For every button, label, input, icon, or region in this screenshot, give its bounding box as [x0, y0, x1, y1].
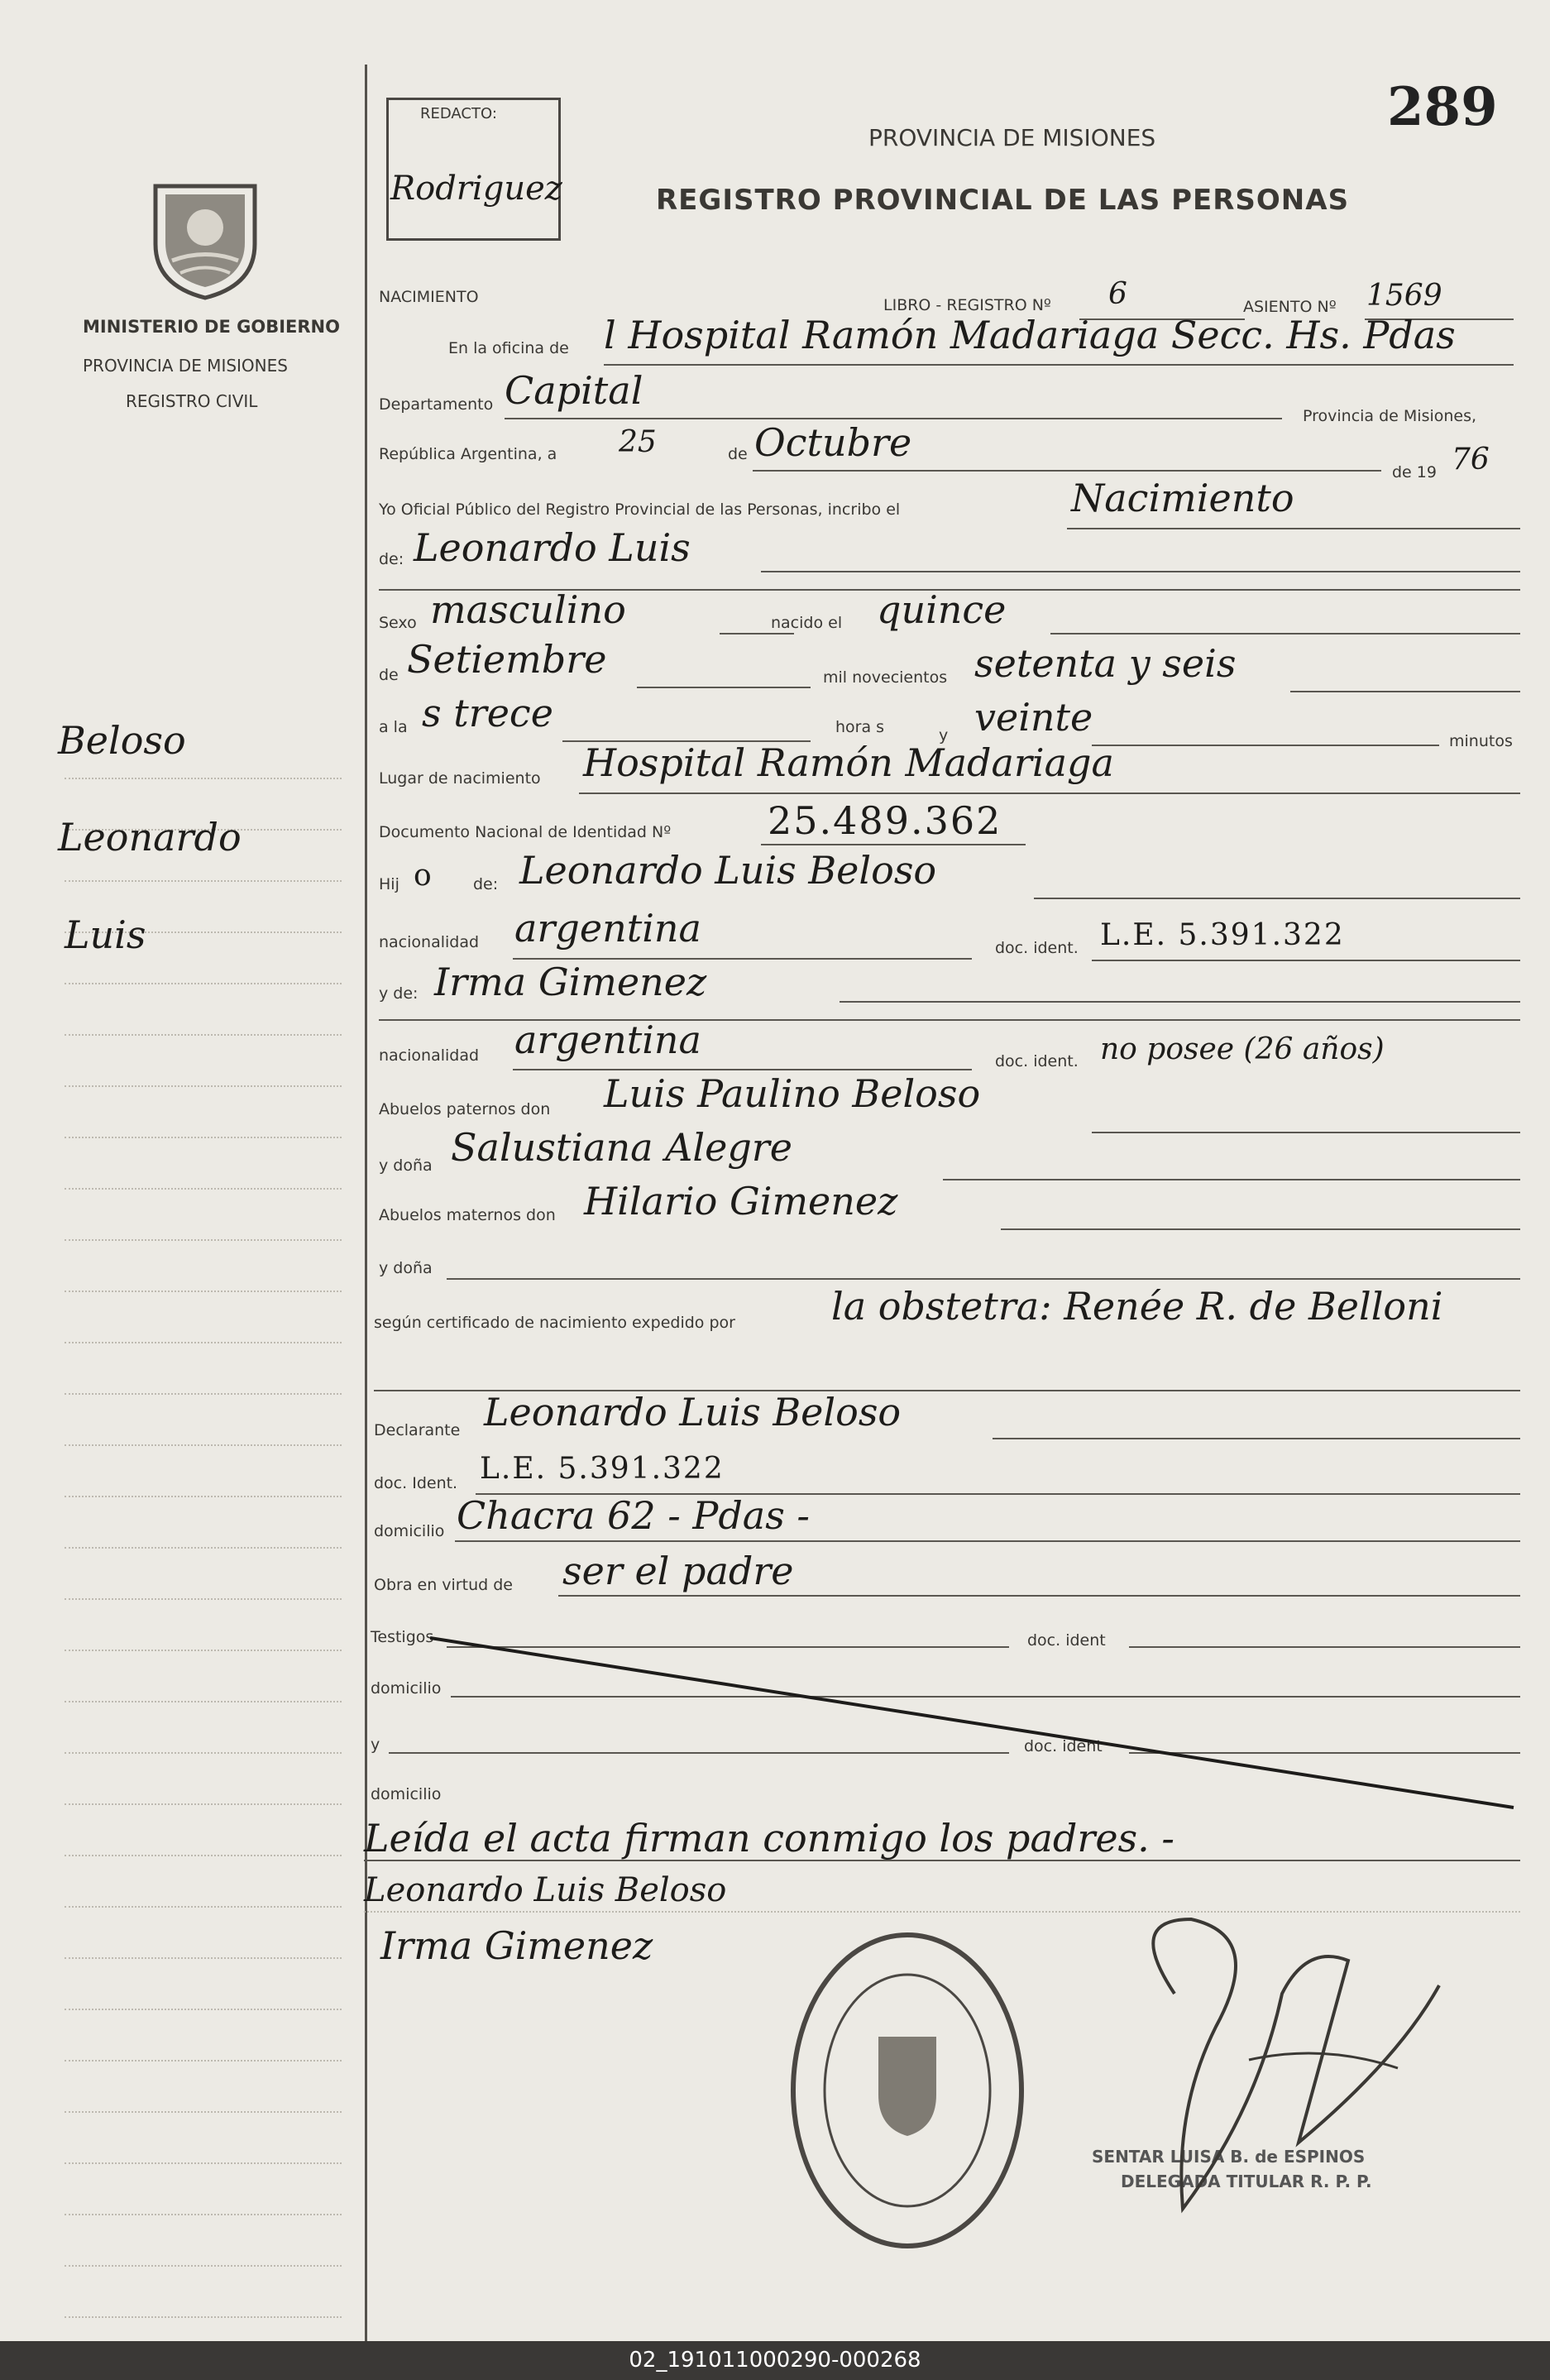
- obra-label: Obra en virtud de: [374, 1576, 513, 1594]
- margin-rule: [65, 1957, 342, 1959]
- margin-rule: [65, 1701, 342, 1702]
- margin-rule: [65, 1803, 342, 1805]
- domicilio-value: Chacra 62 - Pdas -: [457, 1493, 810, 1538]
- margin-rule: [65, 2316, 342, 2318]
- officer-name: SENTAR LUISA B. de ESPINOS: [1092, 2147, 1366, 2167]
- year-label: de 19: [1392, 463, 1437, 481]
- hijo-suffix: o: [414, 859, 432, 893]
- dni-value: 25.489.362: [768, 798, 1002, 843]
- declarante-value: Leonardo Luis Beloso: [484, 1390, 902, 1434]
- certificado-value: la obstetra: Renée R. de Belloni: [831, 1284, 1443, 1329]
- mil-label: mil novecientos: [823, 668, 948, 687]
- testigo-doc2-label: doc. ident: [1024, 1737, 1103, 1755]
- ala-label: a la: [379, 718, 408, 736]
- libro-label: LIBRO - REGISTRO Nº: [883, 296, 1051, 314]
- margin-rule: [65, 1034, 342, 1036]
- ministry-province: PROVINCIA DE MISIONES: [83, 356, 288, 376]
- margin-rule: [65, 1598, 342, 1600]
- year-value: 76: [1452, 443, 1490, 476]
- margin-first-name: Leonardo: [58, 815, 242, 860]
- asiento-label: ASIENTO Nº: [1243, 298, 1337, 316]
- testigo-domicilio-label: domicilio: [371, 1679, 442, 1698]
- mother-name: Irma Gimenez: [434, 960, 707, 1004]
- image-id-footer: 02_191011000290-000268: [0, 2341, 1550, 2380]
- hijo-label: Hij: [379, 875, 399, 893]
- maternal-grandfather: Hilario Gimenez: [584, 1179, 898, 1224]
- inscribo-label: Yo Oficial Público del Registro Provincial de las Personas, incribo el: [379, 500, 901, 519]
- dni-label: Documento Nacional de Identidad Nº: [379, 823, 672, 841]
- margin-rule: [65, 1906, 342, 1908]
- margin-middle-name: Luis: [65, 912, 146, 957]
- margin-rule: [65, 983, 342, 984]
- father-signature: Leonardo Luis Beloso: [364, 1871, 727, 1909]
- page-number: 289: [1387, 76, 1498, 138]
- margin-rule: [65, 1752, 342, 1754]
- margin-rule: [65, 1547, 342, 1549]
- de-label: de: [728, 445, 748, 463]
- father-name: Leonardo Luis Beloso: [519, 848, 937, 893]
- mother-signature: Irma Gimenez: [380, 1923, 653, 1968]
- de2-label: de: [379, 666, 399, 684]
- mother-document: no posee (26 años): [1100, 1032, 1385, 1066]
- margin-rule: [65, 1393, 342, 1395]
- domicilio-label: domicilio: [374, 1522, 445, 1540]
- margin-rule: [65, 880, 342, 882]
- lugar-label: Lugar de nacimiento: [379, 769, 541, 788]
- minutes-value: veinte: [974, 695, 1093, 740]
- coat-of-arms-emblem: [139, 170, 271, 302]
- margin-rule: [65, 1444, 342, 1446]
- officer-signature: [1050, 1894, 1481, 2242]
- ministry-registry: REGISTRO CIVIL: [126, 391, 258, 411]
- father-nationality: argentina: [514, 906, 701, 951]
- sexo-value: masculino: [430, 587, 626, 632]
- testigo-y-label: y: [371, 1736, 380, 1754]
- birth-month: Setiembre: [407, 637, 607, 682]
- nacido-value: quince: [877, 587, 1007, 632]
- doc2-label: doc. ident.: [995, 1052, 1079, 1070]
- margin-rule: [65, 2162, 342, 2164]
- margin-rule: [65, 1239, 342, 1241]
- margin-surname: Beloso: [58, 718, 186, 763]
- provincia-label: Provincia de Misiones,: [1303, 407, 1477, 425]
- margin-rule: [65, 1137, 342, 1138]
- oficina-value: l Hospital Ramón Madariaga Secc. Hs. Pdas: [604, 313, 1456, 357]
- official-seal: [787, 1929, 1027, 2252]
- obra-value: ser el padre: [562, 1549, 794, 1593]
- margin-rule: [65, 1496, 342, 1497]
- hour-value: s trece: [422, 691, 553, 735]
- birth-year-words: setenta y seis: [974, 641, 1237, 686]
- margin-divider: [365, 65, 367, 2341]
- inscribo-value: Nacimiento: [1071, 476, 1294, 520]
- margin-rule: [65, 1291, 342, 1292]
- abuelos-paternos-label: Abuelos paternos don: [379, 1100, 551, 1118]
- nac1-label: nacionalidad: [379, 933, 480, 951]
- officer-title: DELEGADA TITULAR R. P. P.: [1121, 2172, 1372, 2191]
- registry-title: REGISTRO PROVINCIAL DE LAS PERSONAS: [656, 184, 1350, 217]
- margin-rule: [65, 2265, 342, 2267]
- child-name: Leonardo Luis: [414, 525, 691, 570]
- margin-rule: [65, 1188, 342, 1190]
- nac2-label: nacionalidad: [379, 1046, 480, 1065]
- abuela-paterna-label: y doña: [379, 1156, 433, 1175]
- declarante-label: Declarante: [374, 1421, 461, 1439]
- doc-declarante-label: doc. Ident.: [374, 1474, 458, 1492]
- margin-rule: [65, 2060, 342, 2062]
- province-heading: PROVINCIA DE MISIONES: [868, 124, 1156, 151]
- nacimiento-label: NACIMIENTO: [379, 288, 479, 306]
- margin-rule: [65, 778, 342, 779]
- testigo-doc-label: doc. ident: [1027, 1631, 1106, 1650]
- mother-nationality: argentina: [514, 1018, 701, 1062]
- certificado-label: según certificado de nacimiento expedido por: [374, 1314, 735, 1332]
- de-nombre-label: de:: [379, 550, 404, 568]
- father-document: L.E. 5.391.322: [1100, 918, 1345, 952]
- hora-label: hora s: [835, 718, 885, 736]
- abuelos-maternos-label: Abuelos maternos don: [379, 1206, 556, 1224]
- day-value: 25: [619, 425, 657, 459]
- doc1-label: doc. ident.: [995, 939, 1079, 957]
- redacto-value: Rodriguez: [390, 170, 562, 208]
- margin-rule: [65, 2111, 342, 2113]
- asiento-value: 1569: [1366, 279, 1442, 313]
- y-label: y: [939, 726, 949, 745]
- minutos-label: minutos: [1449, 732, 1513, 750]
- closing-text: Leída el acta firman conmigo los padres. -: [364, 1816, 1174, 1860]
- redacto-label: REDACTO:: [420, 105, 497, 122]
- departamento-value: Capital: [505, 368, 643, 413]
- republica-label: República Argentina, a: [379, 445, 557, 463]
- margin-rule: [65, 2214, 342, 2215]
- departamento-label: Departamento: [379, 395, 494, 414]
- sexo-label: Sexo: [379, 614, 417, 632]
- margin-rule: [65, 1855, 342, 1856]
- margin-rule: [65, 2009, 342, 2010]
- abuela-materna-label: y doña: [379, 1259, 433, 1277]
- margin-rule: [65, 1650, 342, 1651]
- testigos-label: Testigos: [371, 1628, 434, 1646]
- libro-value: 6: [1108, 277, 1127, 311]
- margin-rule: [65, 1085, 342, 1087]
- nacido-label: nacido el: [771, 614, 843, 632]
- padre-label: de:: [473, 875, 499, 893]
- cancellation-line: [430, 1634, 1522, 1812]
- ministry-title: MINISTERIO DE GOBIERNO: [83, 317, 340, 337]
- testigo-domicilio2-label: domicilio: [371, 1785, 442, 1803]
- doc-declarante-value: L.E. 5.391.322: [480, 1452, 725, 1486]
- paternal-grandmother: Salustiana Alegre: [451, 1125, 792, 1170]
- month-value: Octubre: [754, 420, 912, 465]
- oficina-label: En la oficina de: [448, 339, 569, 357]
- lugar-value: Hospital Ramón Madariaga: [583, 740, 1114, 785]
- paternal-grandfather: Luis Paulino Beloso: [604, 1071, 981, 1116]
- madre-label: y de:: [379, 984, 419, 1003]
- margin-rule: [65, 1342, 342, 1343]
